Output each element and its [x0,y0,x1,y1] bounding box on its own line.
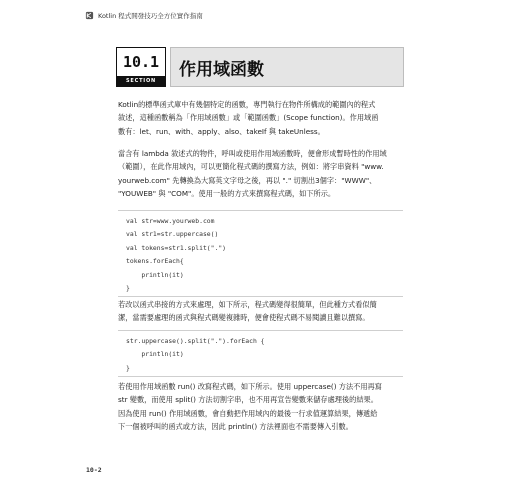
code-block-2 [118,330,403,377]
code-line: val str=www.yourweb.com [126,217,215,225]
paragraph-line: 數有：let、run、with、apply、also、takeIf 與 takeUnless。 [118,126,325,136]
section-heading: 作用域函數 [179,59,264,80]
paragraph-line: 若改以函式串接的方式來處理，如下所示，程式碼變得很簡單，但此種方式看似簡 [118,300,377,309]
paragraph-line: str 變數，而使用 split() 方法切割字串，也不用再宣告變數來儲存處理後的結果。 [118,395,378,405]
code-line: println(it) [126,270,184,279]
paragraph-line: 當含有 lambda 敘述式的物件，呼叫或使用作用域函數時，便會形成暫時性的作用域 [118,149,387,158]
paragraph-line: Kotlin的標準函式庫中有幾個特定的函數，專門執行在物件所構成的範圍內的程式 [118,100,376,109]
paragraph-line: 潔，當需要處理的函式與程式碼變複雜時，便會使程式碼不易閱讀且難以撰寫。 [118,313,370,323]
paragraph-scope [118,147,403,201]
running-header [85,11,203,20]
kotlin-logo-icon [85,11,94,20]
code-line: println(it) [126,350,184,359]
code-line: str.uppercase().split(".").forEach { [126,337,265,345]
paragraph-line: 下一個被呼叫的函式或方法，因此 println() 方法裡面也不需要傳入引數。 [118,422,353,432]
page-number: 10-2 [86,466,102,474]
paragraph-line: （範圍），在此作用域內，可以更簡化程式碼的撰寫方法，例如：將字串資料 "www. [118,162,384,172]
section-label: SECTION [117,76,165,86]
code-line: val str1=str.uppercase() [126,230,219,239]
paragraph-line: 因為使用 run() 作用域函數，會自動把作用域內的最後一行求值運算結果，傳遞給 [118,408,378,418]
paragraph-chaining [118,298,403,325]
book-title: Kotlin 程式開發技巧全方位實作指南 [98,12,203,20]
paragraph-intro [118,98,403,138]
section-badge [116,47,166,87]
section-number: 10.1 [122,53,160,71]
code-line: tokens.forEach{ [126,257,184,266]
paragraph-line: 若使用作用域函數 run() 改寫程式碼，如下所示。使用 uppercase() 方法不用再寫 [118,382,382,391]
code-line: } [126,284,130,293]
section-heading-bar [170,47,404,87]
section-title [116,47,404,87]
paragraph-line: "YOUWEB" 與 "COM"。使用一般的方式來撰寫程式碼，如下所示。 [118,189,336,199]
paragraph-line: yourweb.com" 先轉換為大寫英文字母之後，再以 "." 切割出3個字："WWW"、 [118,175,377,185]
code-line: val tokens=str1.split(".") [126,243,227,252]
paragraph-run [118,380,403,434]
paragraph-line: 敘述，這種函數稱為「作用域函數」或「範圍函數」(Scope function)。作用域函 [118,113,379,123]
code-block-1 [118,210,403,297]
code-line: } [126,363,130,372]
